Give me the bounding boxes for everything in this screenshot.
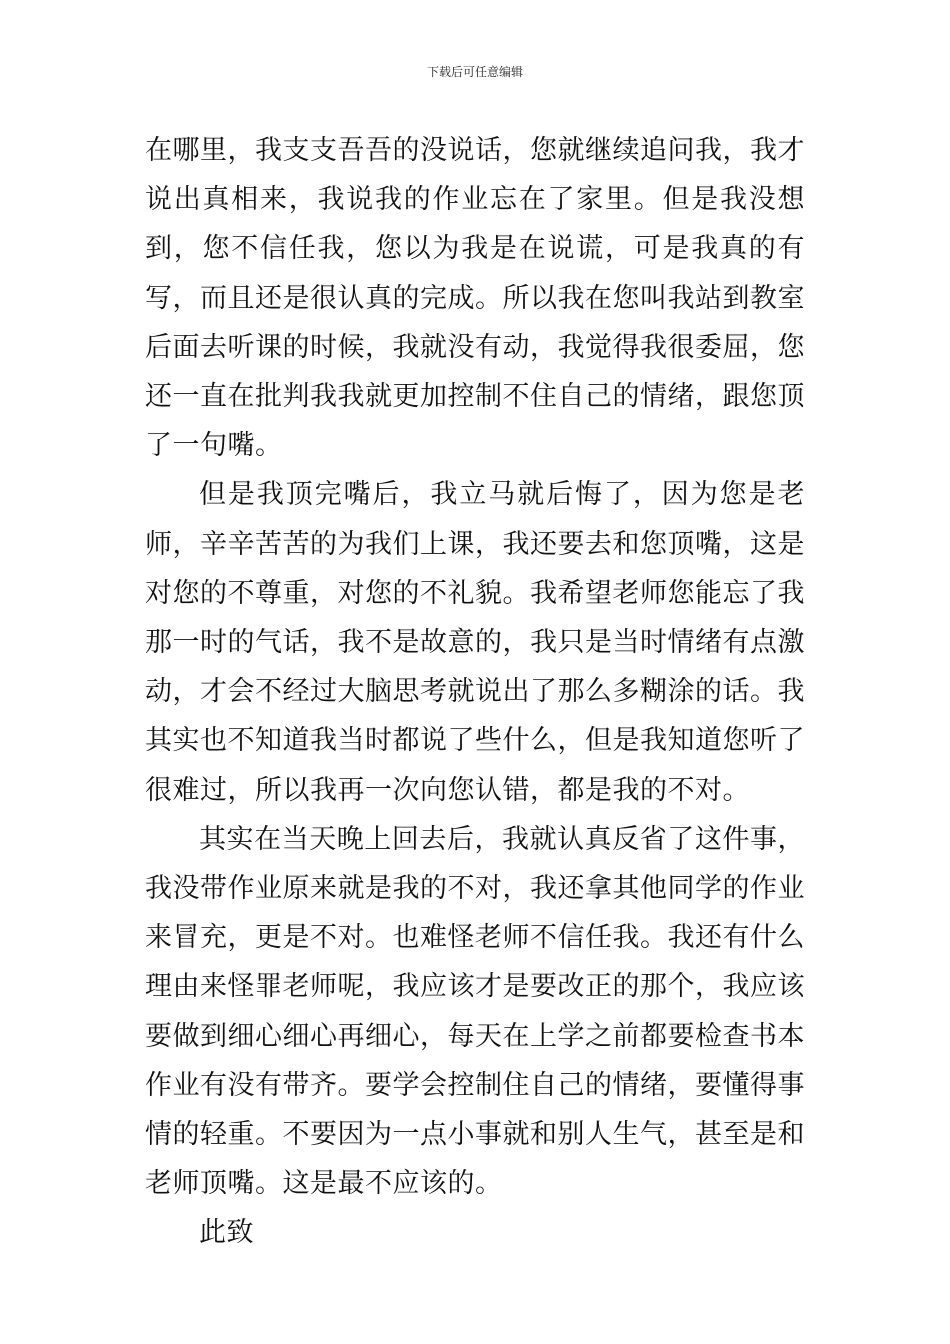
closing-salutation: 此致 <box>199 1217 254 1249</box>
page-header: 下载后可任意编辑 <box>426 65 523 79</box>
paragraph-2: 但是我顶完嘴后，我立马就后悔了，因为您是老师，辛辛苦苦的为我们上课，我还要去和您顶嘴，这是对您的不尊重，对您的不礼貌。我希望老师您能忘了我那一时的气话，我不是故意的，我只是当时情绪有点激动，才会不经过大脑思考就说出了那么多糊涂的话。我其实也不知道我当时都说了些什么，但是我知道您听了很难过，所以我再一次向您认错，都是我的不对。 <box>145 479 805 806</box>
paragraph-3: 其实在当天晚上回去后，我就认真反省了这件事，我没带作业原来就是我的不对，我还拿其他同学的作业来冒充，更是不对。也难怪老师不信任我。我还有什么理由来怪罪老师呢，我应该才是要改正的那个，我应该要做到细心细心再细心，每天在上学之前都要检查书本作业有没有带齐。要学会控制住自己的情绪，要懂得事情的轻重。不要因为一点小事就和别人生气，甚至是和老师顶嘴。这是最不应该的。 <box>145 823 805 1200</box>
paragraph-1: 在哪里，我支支吾吾的没说话，您就继续追问我，我才说出真相来，我说我的作业忘在了家里。但是我没想到，您不信任我，您以为我是在说谎，可是我真的有写，而且还是很认真的完成。所以我在您叫我站到教室后面去听课的时候，我就没有动，我觉得我很委屈，您还一直在批判我我就更加控制不住自己的情绪，跟您顶了一句嘴。 <box>145 135 805 462</box>
letter-body <box>145 126 805 1258</box>
